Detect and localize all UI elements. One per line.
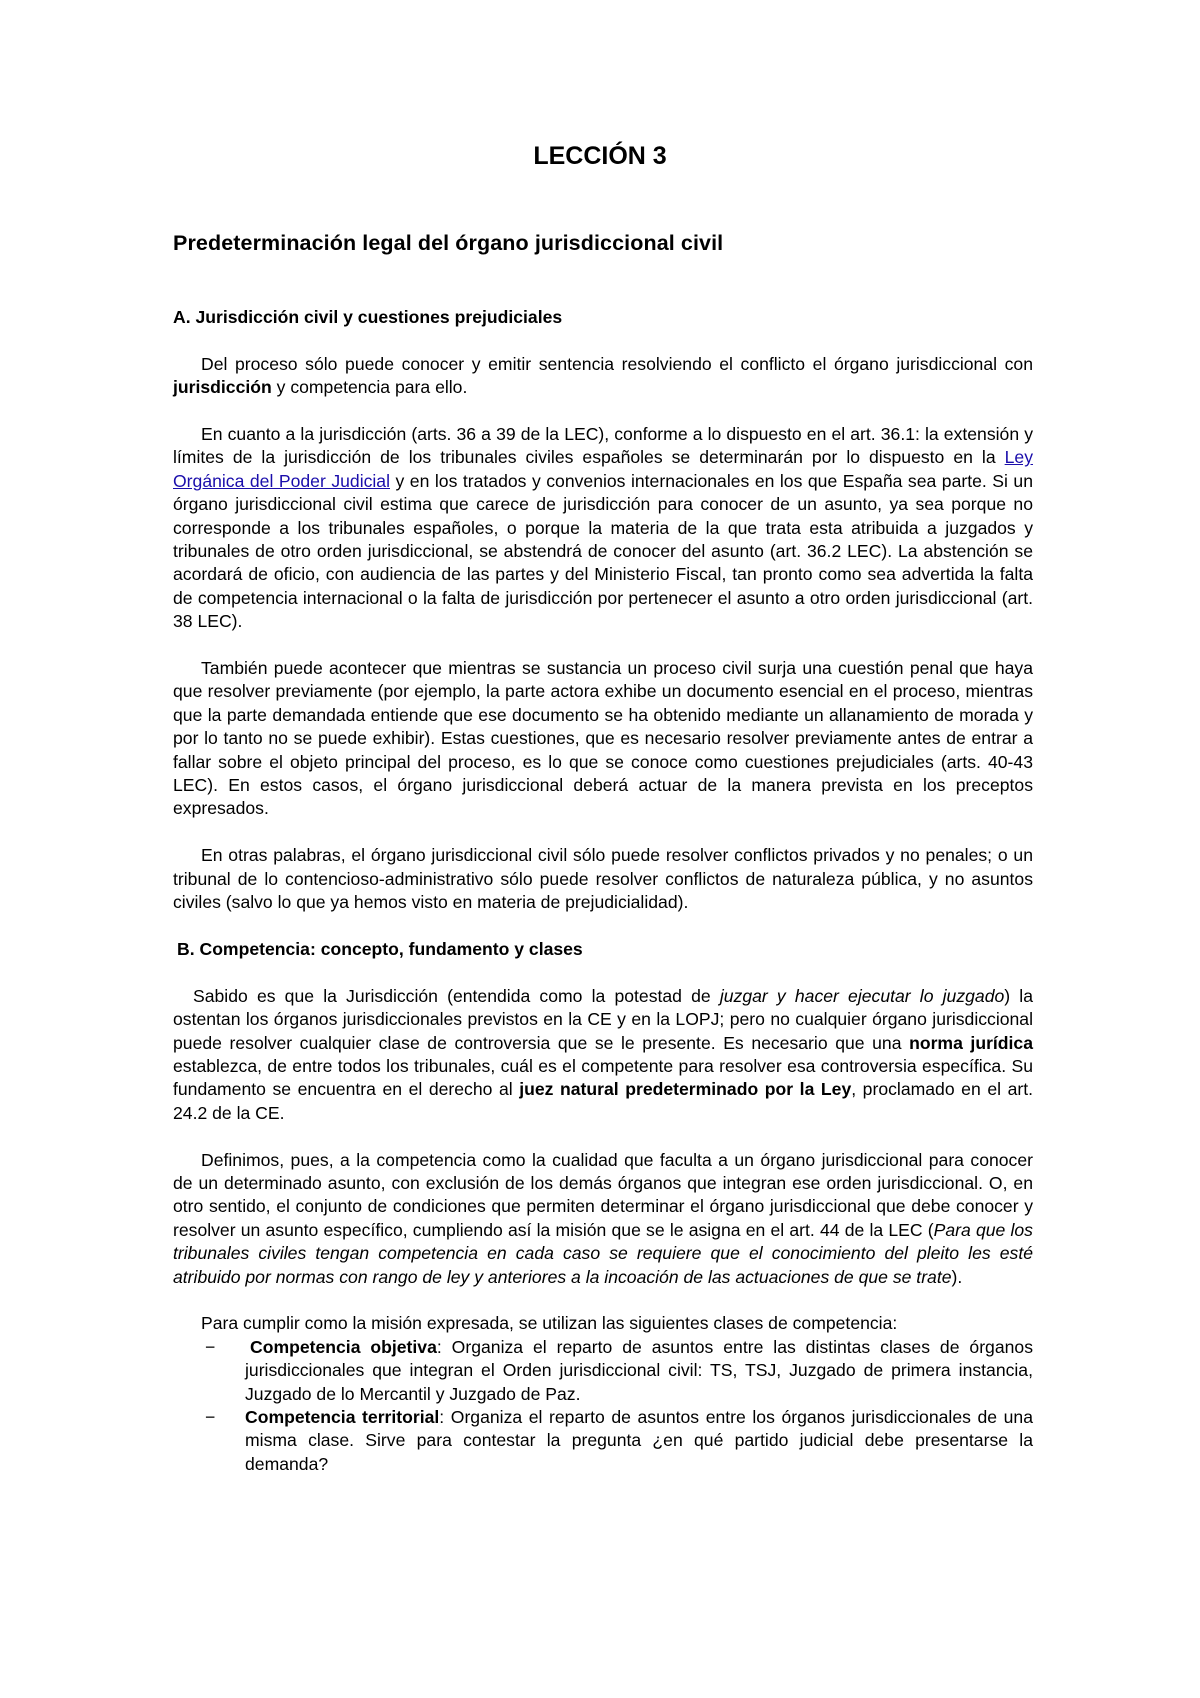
section-b-paragraph-1: Sabido es que la Jurisdicción (entendida como la potestad de juzgar y hacer ejecutar lo juzgado) la ostentan los órganos jurisdiccionales previstos en la CE y en la LOPJ; pero no cualquier órgano jurisdiccional puede resolver cualquier clase de controversia que se le presente. Es necesario que una norma jurídica establezca, de entre todos los tribunales, cuál es el competente para resolver esa controversia específica. Su fundamento se encuentra en el derecho al juez natural predeterminado por la Ley, proclamado en el art. 24.2 de la CE. [173, 985, 1034, 1123]
section-b-paragraph-3: Para cumplir como la misión expresada, se utilizan las siguientes clases de competencia: [201, 1313, 898, 1334]
dash-bullet: − [205, 1336, 216, 1357]
competence-list [173, 1336, 1033, 1476]
section-a-paragraph-2: En cuanto a la jurisdicción (arts. 36 a 39 de la LEC), conforme a lo dispuesto en el art. 36.1: la extensión y límites de la jurisdicción de los tribunales civiles españoles se determinarán por lo dispuesto en la Ley Orgánica del Poder Judicial y en los tratados y convenios internacionales en los que España sea parte. Si un órgano jurisdiccional civil estima que carece de jurisdicción para conocer de un asunto, ya sea porque no corresponde a los tribunales españoles, o porque la materia de la que trata esta atribuida a juzgados y tribunales de otro orden jurisdiccional, se abstendrá de conocer del asunto (art. 36.2 LEC). La abstención se acordará de oficio, con audiencia de las partes y del Ministerio Fiscal, tan pronto como sea advertida la falta de competencia internacional o la falta de jurisdicción por pertenecer el asunto a otro orden jurisdiccional (art. 38 LEC). [173, 424, 1033, 632]
section-a-paragraph-3: También puede acontecer que mientras se sustancia un proceso civil surja una cuestión penal que haya que resolver previamente (por ejemplo, la parte actora exhibe un documento esencial en el proceso, mientras que la parte demandada entiende que ese documento se ha obtenido mediante un allanamiento de morada y por lo tanto no se puede exhibir). Estas cuestiones, que es necesario resolver previamente antes de entrar a fallar sobre el objeto principal del proceso, es lo que se conoce como cuestiones prejudiciales (arts. 40-43 LEC). En estos casos, el órgano jurisdiccional deberá actuar de la manera prevista en los preceptos expresados. [173, 658, 1033, 819]
document-body [173, 306, 1033, 1476]
section-a-paragraph-4: En otras palabras, el órgano jurisdiccional civil sólo puede resolver conflictos privados y no penales; o un tribunal de lo contencioso-administrativo sólo puede resolver conflictos de naturaleza pública, y no asuntos civiles (salvo lo que ya hemos visto en materia de prejudicialidad). [173, 845, 1033, 913]
section-b-paragraph-2: Definimos, pues, a la competencia como la cualidad que faculta a un órgano jurisdiccional para conocer de un determinado asunto, con exclusión de los demás órganos que integran ese orden jurisdiccional. O, en otro sentido, el conjunto de condiciones que permiten determinar el órgano jurisdiccional que debe conocer y resolver un asunto específico, cumpliendo así la misión que se le asigna en el art. 44 de la LEC (Para que los tribunales civiles tengan competencia en cada caso se requiere que el conocimiento del pleito les esté atribuido por normas con rango de ley y anteriores a la incoación de las actuaciones de que se trate). [173, 1149, 1033, 1287]
list-item: − Competencia objetiva: Organiza el reparto de asuntos entre las distintas clases de órganos jurisdiccionales que integran el Orden jurisdiccional civil: TS, TSJ, Juzgado de primera instancia, Juzgado de lo Mercantil y Juzgado de Paz. [205, 1336, 1033, 1404]
list-item: − Competencia territorial: Organiza el reparto de asuntos entre los órganos jurisdiccionales de una misma clase. Sirve para contestar la pregunta ¿en qué partido judicial debe presentarse la demanda? [205, 1406, 1033, 1474]
lesson-title: LECCIÓN 3 [533, 142, 667, 170]
bold-jurisdiccion: jurisdicción [173, 377, 272, 398]
section-b-heading: B. Competencia: concepto, fundamento y clases [177, 938, 583, 959]
dash-bullet: − [205, 1406, 216, 1427]
section-a-heading: A. Jurisdicción civil y cuestiones prejudiciales [173, 307, 563, 327]
lopj-link[interactable]: Ley Orgánica del Poder Judicial [173, 447, 1033, 491]
section-a-paragraph-1: Del proceso sólo puede conocer y emitir sentencia resolviendo el conflicto el órgano jurisdiccional con jurisdicción y competencia para ello. [173, 353, 1033, 398]
lesson-subtitle: Predeterminación legal del órgano jurisdiccional civil [173, 231, 724, 255]
